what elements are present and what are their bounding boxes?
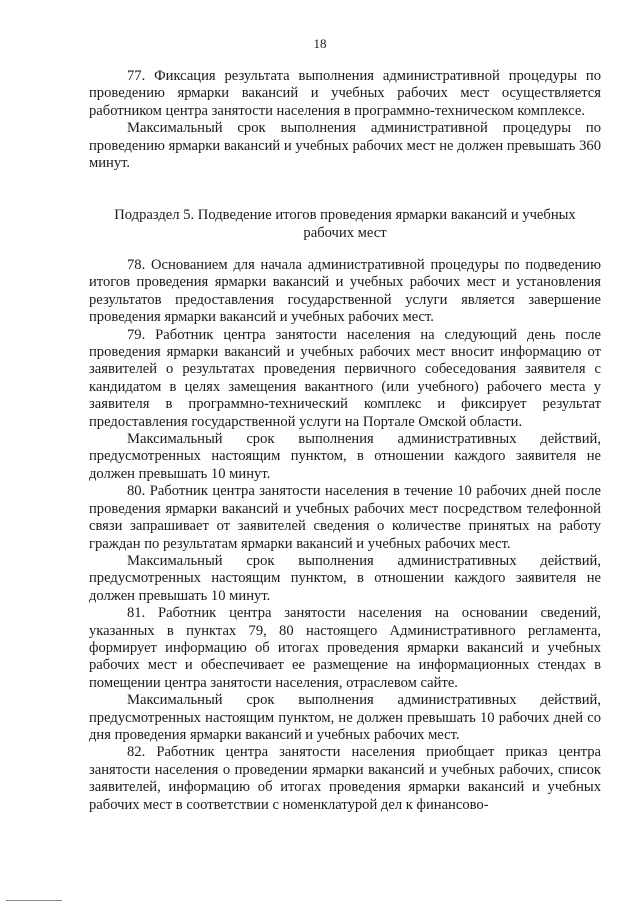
paragraph-79: 79. Работник центра занятости населения на следующий день после проведения ярмарки вакансий и учебных рабочих мест вносит информацию от заявителей о результатах проведения первичного собеседования заявителя с кандидатом в целях замещения вакантного (или учебного) рабочего места у заявителя в программно-технический комплекс и фиксирует результат предоставления государственной услуги на Портале Омской области. bbox=[89, 326, 601, 430]
paragraph-81-max-time: Максимальный срок выполнения административных действий, предусмотренных настоящим пунктом, не должен превышать 10 рабочих дней со дня проведения ярмарки вакансий и учебных рабочих мест. bbox=[89, 692, 601, 743]
paragraph-78: 78. Основанием для начала административной процедуры по подведению итогов проведения ярмарки вакансий и учебных рабочих мест и установления результатов предоставления государственной услуги является завершение проведения ярмарки вакансий и учебных рабочих мест. bbox=[89, 257, 601, 326]
paragraph-80-max-time: Максимальный срок выполнения административных действий, предусмотренных настоящим пунктом, в отношении каждого заявителя не должен превышать 10 минут. bbox=[89, 552, 601, 604]
text-block-1 bbox=[89, 68, 601, 172]
paragraph-79-max-time: Максимальный срок выполнения административных действий, предусмотренных настоящим пунктом, в отношении каждого заявителя не должен превышать 10 минут. bbox=[89, 431, 601, 482]
paragraph-77-max-time: Максимальный срок выполнения административной процедуры по проведению ярмарки вакансий и учебных рабочих мест не должен превышать 360 минут. bbox=[89, 120, 602, 172]
scan-edge-mark bbox=[6, 900, 62, 901]
paragraph-80: 80. Работник центра занятости населения в течение 10 рабочих дней после проведения ярмарки вакансий и учебных рабочих мест посредством телефонной связи запрашивает от заявителей сведения о количестве принятых на работу граждан по результатам ярмарки вакансий и учебных рабочих мест. bbox=[89, 483, 601, 552]
paragraph-81: 81. Работник центра занятости населения на основании сведений, указанных в пунктах 79, 80 настоящего Административного регламента, формирует информацию об итогах проведения ярмарки вакансий и учебных рабочих мест и обеспечивает ее размещение на информационных стендах в помещении центра занятости населения, отраслевом сайте. bbox=[89, 605, 601, 691]
paragraph-82: 82. Работник центра занятости населения приобщает приказ центра занятости населения о проведении ярмарки вакансий и учебных рабочих, список заявителей, информацию об итогах проведения ярмарки вакансий и учебных рабочих мест в соответствии с номенклатурой дел к финансово- bbox=[89, 744, 601, 813]
subsection-heading: Подраздел 5. Подведение итогов проведения ярмарки вакансий и учебных рабочих мест bbox=[114, 207, 576, 241]
text-block-2 bbox=[89, 257, 601, 814]
page-number: 18 bbox=[313, 36, 327, 51]
paragraph-77: 77. Фиксация результата выполнения административной процедуры по проведению ярмарки вакансий и учебных рабочих мест осуществляется работником центра занятости населения в программно-техническом комплексе. bbox=[89, 68, 601, 119]
